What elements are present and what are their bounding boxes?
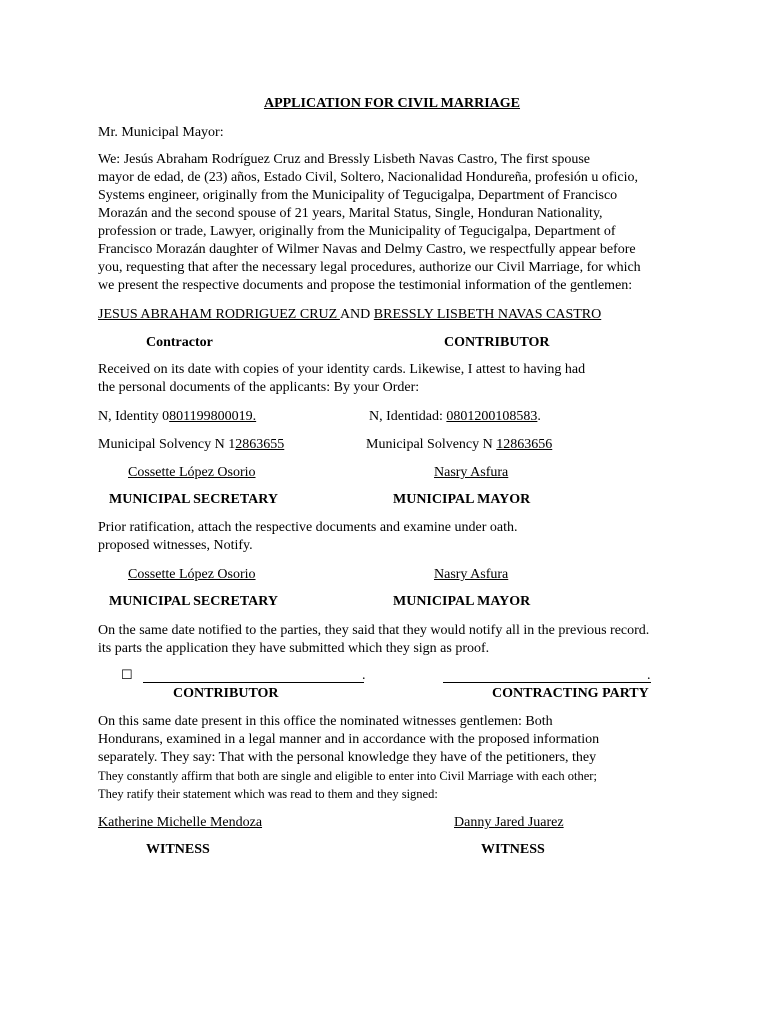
paragraph-line: They ratify their statement which was read to them and they signed:	[98, 787, 438, 801]
paragraph-line: its parts the application they have submitted which they sign as proof.	[98, 641, 490, 656]
solvency-left-label: Municipal Solvency N 1	[98, 437, 236, 452]
secretary-title-2: MUNICIPAL SECRETARY	[109, 594, 278, 609]
notified-paragraph	[98, 622, 698, 658]
identity-left-value: 801199800019.	[169, 409, 257, 424]
paragraph-line: mayor de edad, de (23) años, Estado Civil, Soltero, Nacionalidad Hondureña, profesión u oficio,	[98, 170, 639, 185]
applicants-names-line	[98, 306, 601, 324]
paragraph-line: proposed witnesses, Notify.	[98, 538, 253, 553]
paragraph-line: We: Jesús Abraham Rodríguez Cruz and Bressly Lisbeth Navas Castro, The first spouse	[98, 152, 591, 167]
paragraph-line: Hondurans, examined in a legal manner and in accordance with the proposed information	[98, 732, 600, 747]
ratification-paragraph	[98, 519, 678, 555]
solvency-right	[366, 436, 552, 454]
paragraph-line: separately. They say: That with the personal knowledge they have of the petitioners, they	[98, 750, 597, 765]
witness-1-title: WITNESS	[146, 842, 210, 857]
paragraph-line: They constantly affirm that both are single and eligible to enter into Civil Marriage with each other;	[98, 769, 597, 783]
paragraph-line: Prior ratification, attach the respective documents and examine under oath.	[98, 520, 518, 535]
paragraph-line: Received on its date with copies of your identity cards. Likewise, I attest to having had	[98, 362, 586, 377]
role-contributor: CONTRIBUTOR	[444, 335, 550, 350]
solvency-left-value: 2863655	[235, 437, 285, 452]
contracting-party-title: CONTRACTING PARTY	[492, 686, 649, 701]
paragraph-line: you, requesting that after the necessary legal procedures, authorize our Civil Marriage, for which	[98, 260, 641, 275]
signature-right-period: .	[647, 668, 651, 683]
document-title: APPLICATION FOR CIVIL MARRIAGE	[263, 96, 521, 111]
secretary-name-2: Cossette López Osorio	[128, 567, 256, 582]
and-text: AND	[339, 307, 374, 322]
identity-left-label: N, Identity 0	[98, 409, 170, 424]
mayor-name-2: Nasry Asfura	[434, 567, 509, 582]
solvency-left	[98, 436, 284, 454]
paragraph-line: Systems engineer, originally from the Municipality of Tegucigalpa, Department of Francisco	[98, 188, 618, 203]
intro-paragraph	[98, 151, 678, 295]
identity-left	[98, 408, 256, 426]
role-contractor: Contractor	[146, 335, 213, 350]
witness-2-title: WITNESS	[481, 842, 545, 857]
paragraph-line: the personal documents of the applicants: By your Order:	[98, 380, 420, 395]
checkbox-icon[interactable]: ☐	[121, 667, 133, 682]
paragraph-line: we present the respective documents and propose the testimonial information of the gentlemen:	[98, 278, 633, 293]
witness-2-name: Danny Jared Juarez	[454, 815, 564, 830]
paragraph-line: On this same date present in this office the nominated witnesses gentlemen: Both	[98, 714, 553, 729]
signature-left-period: .	[362, 668, 366, 683]
paragraph-line: Francisco Morazán daughter of Wilmer Navas and Delmy Castro, we respectfully appear before	[98, 242, 636, 257]
secretary-name: Cossette López Osorio	[128, 465, 256, 480]
mayor-title-2: MUNICIPAL MAYOR	[393, 594, 531, 609]
salutation: Mr. Municipal Mayor:	[98, 125, 224, 140]
solvency-right-value: 12863656	[496, 437, 553, 452]
contributor-title: CONTRIBUTOR	[173, 686, 279, 701]
applicant-2-name: BRESSLY LISBETH NAVAS CASTRO	[373, 307, 602, 322]
identity-right-period: .	[537, 409, 541, 424]
identity-right-value: 0801200108583	[446, 409, 538, 424]
applicant-1-name: JESUS ABRAHAM RODRIGUEZ CRUZ	[98, 307, 340, 322]
paragraph-line: On the same date notified to the parties, they said that they would notify all in the previous record.	[98, 623, 650, 638]
identity-right	[369, 408, 541, 426]
contracting-party-signature-line	[443, 682, 651, 683]
received-paragraph	[98, 361, 678, 397]
witness-paragraph	[98, 713, 678, 803]
secretary-title: MUNICIPAL SECRETARY	[109, 492, 278, 507]
identity-right-label: N, Identidad:	[369, 409, 447, 424]
mayor-name: Nasry Asfura	[434, 465, 509, 480]
mayor-title: MUNICIPAL MAYOR	[393, 492, 531, 507]
paragraph-line: Morazán and the second spouse of 21 years, Marital Status, Single, Honduran Nationality,	[98, 206, 603, 221]
witness-1-name: Katherine Michelle Mendoza	[98, 815, 263, 830]
solvency-right-label: Municipal Solvency N	[366, 437, 497, 452]
contributor-signature-line	[143, 682, 364, 683]
paragraph-line: profession or trade, Lawyer, originally from the Municipality of Tegucigalpa, Department of	[98, 224, 616, 239]
